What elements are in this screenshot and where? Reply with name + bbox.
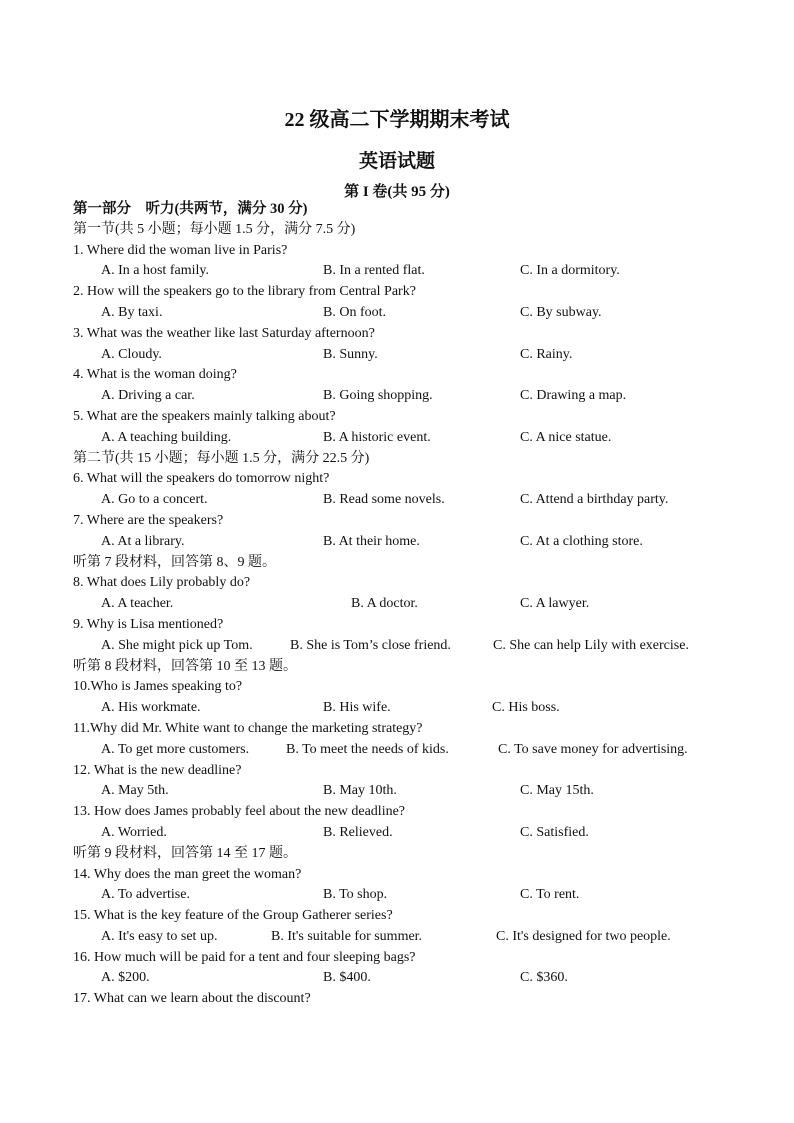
option-b: B. At their home. bbox=[323, 533, 420, 549]
option-b: B. $400. bbox=[323, 970, 371, 986]
option-a: A. His workmate. bbox=[101, 700, 201, 716]
question-6: 6. What will the speakers do tomorrow night? bbox=[73, 471, 330, 487]
question-list bbox=[73, 199, 753, 1010]
option-c: C. A lawyer. bbox=[520, 596, 590, 612]
option-a: A. May 5th. bbox=[101, 783, 169, 799]
option-b: B. To meet the needs of kids. bbox=[286, 741, 449, 757]
option-a: A. By taxi. bbox=[101, 304, 163, 320]
option-a: A. A teacher. bbox=[101, 596, 174, 612]
question-16: 16. How much will be paid for a tent and four sleeping bags? bbox=[73, 949, 416, 965]
options-3 bbox=[73, 345, 753, 366]
question-14: 14. Why does the man greet the woman? bbox=[73, 866, 302, 882]
option-a: A. Worried. bbox=[101, 824, 167, 840]
option-a: A. At a library. bbox=[101, 533, 185, 549]
option-b: B. It's suitable for summer. bbox=[271, 928, 423, 944]
part1-title: 第一部分 听力(共两节，满分 30 分) bbox=[73, 201, 308, 217]
option-c: C. Satisfied. bbox=[520, 824, 589, 840]
options-9 bbox=[73, 636, 753, 657]
option-c: C. In a dormitory. bbox=[520, 263, 620, 279]
option-c: C. A nice statue. bbox=[520, 429, 612, 445]
options-12 bbox=[73, 781, 753, 802]
option-c: C. $360. bbox=[520, 970, 568, 986]
options-4 bbox=[73, 386, 753, 407]
option-a: A. She might pick up Tom. bbox=[101, 637, 253, 653]
options-7 bbox=[73, 532, 753, 553]
options-8 bbox=[73, 594, 753, 615]
option-b: B. His wife. bbox=[323, 700, 391, 716]
question-4: 4. What is the woman doing? bbox=[73, 367, 237, 383]
option-c: C. Rainy. bbox=[520, 346, 573, 362]
option-c: C. By subway. bbox=[520, 304, 602, 320]
question-11: 11.Why did Mr. White want to change the marketing strategy? bbox=[73, 720, 423, 736]
question-10: 10.Who is James speaking to? bbox=[73, 679, 243, 695]
option-a: A. A teaching building. bbox=[101, 429, 232, 445]
instruction-material-9: 听第 9 段材料，回答第 14 至 17 题。 bbox=[73, 845, 297, 861]
options-16 bbox=[73, 968, 753, 989]
options-13 bbox=[73, 823, 753, 844]
option-a: A. $200. bbox=[101, 970, 150, 986]
option-c: C. His boss. bbox=[492, 700, 560, 716]
section2-title: 第二节(共 15 小题；每小题 1.5 分，满分 22.5 分) bbox=[73, 450, 370, 466]
section1-title: 第一节(共 5 小题；每小题 1.5 分，满分 7.5 分) bbox=[73, 221, 356, 237]
options-10 bbox=[73, 698, 753, 719]
option-b: B. Relieved. bbox=[323, 824, 393, 840]
option-b: B. Going shopping. bbox=[323, 388, 433, 404]
option-c: C. She can help Lily with exercise. bbox=[493, 637, 689, 653]
option-b: B. She is Tom’s close friend. bbox=[290, 637, 451, 653]
question-12: 12. What is the new deadline? bbox=[73, 762, 242, 778]
option-a: A. It's easy to set up. bbox=[101, 928, 218, 944]
options-2 bbox=[73, 303, 753, 324]
option-b: B. On foot. bbox=[323, 304, 386, 320]
question-2: 2. How will the speakers go to the library from Central Park? bbox=[73, 284, 416, 300]
options-1 bbox=[73, 261, 753, 282]
option-b: B. Sunny. bbox=[323, 346, 378, 362]
option-a: A. Driving a car. bbox=[101, 388, 195, 404]
options-6 bbox=[73, 490, 753, 511]
question-9: 9. Why is Lisa mentioned? bbox=[73, 616, 224, 632]
option-b: B. A doctor. bbox=[351, 596, 418, 612]
option-b: B. In a rented flat. bbox=[323, 263, 425, 279]
subject-title: 英语试题 bbox=[358, 151, 435, 172]
option-b: B. May 10th. bbox=[323, 783, 397, 799]
option-c: C. To save money for advertising. bbox=[498, 741, 688, 757]
instruction-material-7: 听第 7 段材料，回答第 8、9 题。 bbox=[73, 554, 276, 570]
instruction-material-8: 听第 8 段材料，回答第 10 至 13 题。 bbox=[73, 658, 297, 674]
option-a: A. To advertise. bbox=[101, 887, 190, 903]
option-a: A. In a host family. bbox=[101, 263, 209, 279]
option-c: C. May 15th. bbox=[520, 783, 594, 799]
option-c: C. To rent. bbox=[520, 887, 580, 903]
question-17: 17. What can we learn about the discount? bbox=[73, 991, 311, 1007]
question-15: 15. What is the key feature of the Group Gatherer series? bbox=[73, 908, 393, 924]
question-1: 1. Where did the woman live in Paris? bbox=[73, 242, 288, 258]
option-b: B. Read some novels. bbox=[323, 492, 445, 508]
options-11 bbox=[73, 740, 753, 761]
question-5: 5. What are the speakers mainly talking about? bbox=[73, 408, 336, 424]
option-c: C. It's designed for two people. bbox=[496, 928, 671, 944]
option-c: C. Attend a birthday party. bbox=[520, 492, 669, 508]
option-b: B. A historic event. bbox=[323, 429, 431, 445]
option-c: C. At a clothing store. bbox=[520, 533, 643, 549]
question-3: 3. What was the weather like last Saturday afternoon? bbox=[73, 325, 375, 341]
question-13: 13. How does James probably feel about the new deadline? bbox=[73, 804, 406, 820]
option-a: A. Go to a concert. bbox=[101, 492, 208, 508]
volume-title: 第 I 卷(共 95 分) bbox=[344, 184, 450, 200]
exam-title: 22 级高二下学期期末考试 bbox=[284, 109, 510, 131]
option-b: B. To shop. bbox=[323, 887, 388, 903]
option-c: C. Drawing a map. bbox=[520, 388, 627, 404]
options-15 bbox=[73, 927, 753, 948]
question-8: 8. What does Lily probably do? bbox=[73, 575, 251, 591]
option-a: A. Cloudy. bbox=[101, 346, 162, 362]
options-5 bbox=[73, 428, 753, 449]
options-14 bbox=[73, 885, 753, 906]
option-a: A. To get more customers. bbox=[101, 741, 250, 757]
question-7: 7. Where are the speakers? bbox=[73, 512, 224, 528]
